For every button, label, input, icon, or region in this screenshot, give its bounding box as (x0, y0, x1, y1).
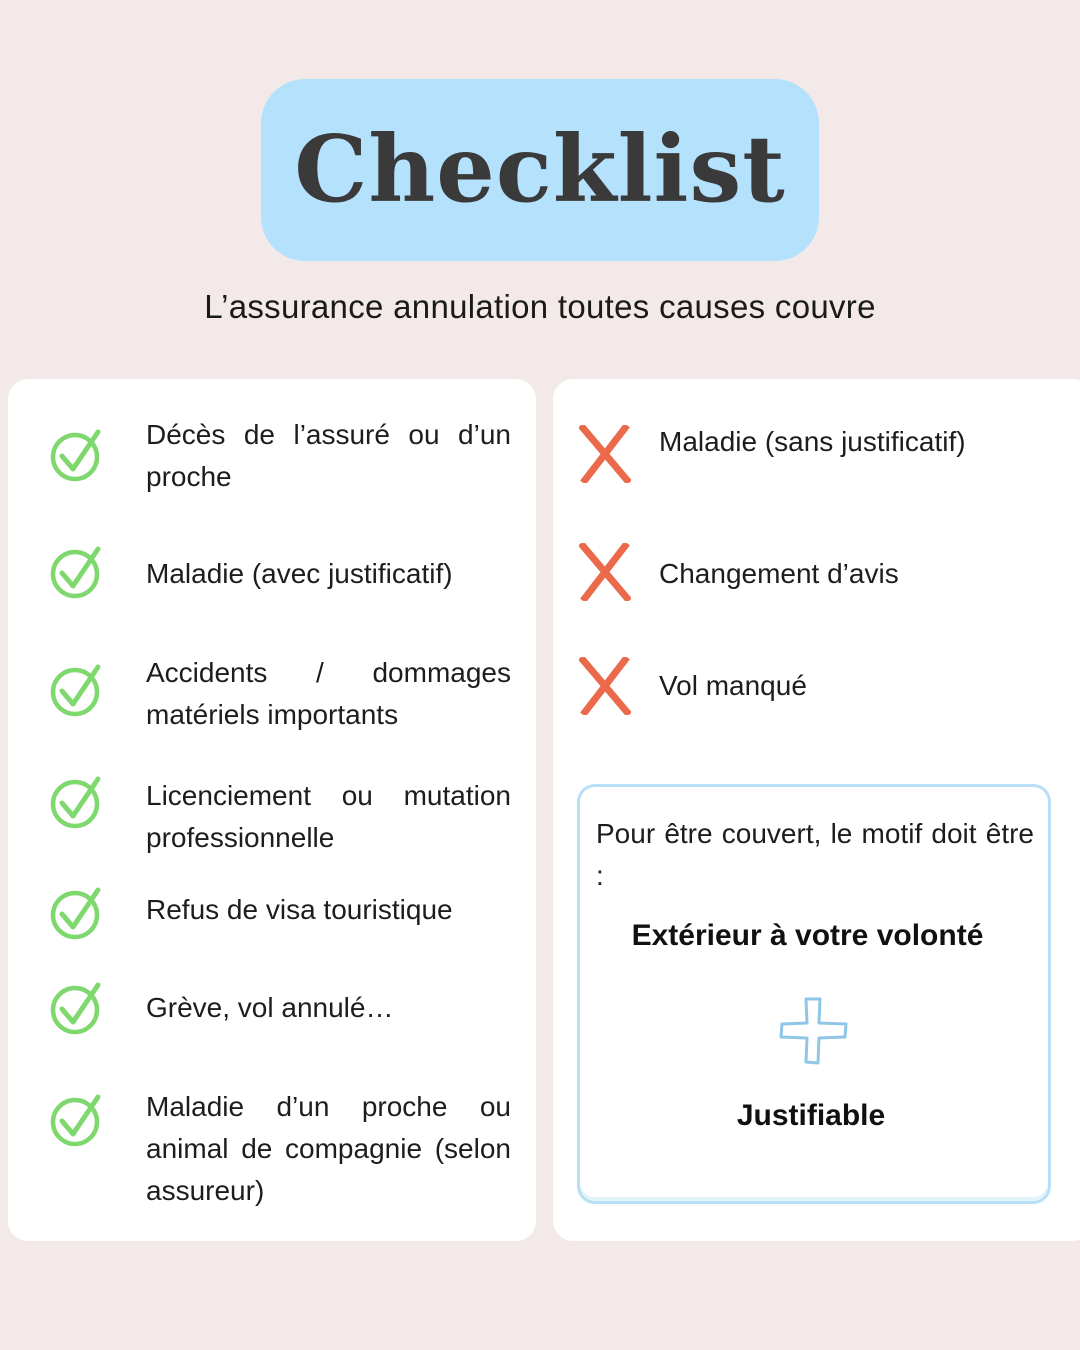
not-covered-panel (553, 379, 1080, 1241)
check-icon (48, 977, 108, 1037)
not-covered-item-label: Maladie (sans justificatif) (659, 426, 966, 457)
covered-item-label: Accidents / dommages matériels importants (146, 657, 511, 730)
not-covered-item-label: Vol manqué (659, 670, 807, 701)
title-box (261, 79, 819, 261)
covered-item-label: Licenciement ou mutation professionnelle (146, 780, 511, 853)
covered-item-label: Grève, vol annulé… (146, 992, 394, 1023)
covered-item-label: Décès de l’assuré ou d’un proche (146, 419, 511, 492)
condition-justifiable: Justifiable (736, 1099, 886, 1132)
check-icon (48, 659, 108, 719)
x-icon (579, 657, 631, 715)
x-icon (579, 543, 631, 601)
page-title: Checklist (294, 115, 786, 223)
subtitle: L’assurance annulation toutes causes couvre (204, 288, 876, 325)
check-icon (48, 1089, 108, 1149)
check-icon (48, 424, 108, 484)
covered-panel (8, 379, 536, 1241)
covered-item-label: Refus de visa touristique (146, 894, 453, 925)
coverage-condition-box (577, 784, 1051, 1204)
check-icon (48, 771, 108, 831)
not-covered-item-label: Changement d’avis (659, 558, 899, 589)
check-icon (48, 541, 108, 601)
covered-item-label: Maladie (avec justificatif) (146, 558, 453, 589)
plus-icon (776, 995, 852, 1071)
condition-intro: Pour être couvert, le motif doit être : (596, 818, 1034, 891)
x-icon (579, 425, 631, 483)
covered-item-label: Maladie d’un proche ou animal de compagnie (selon assureur) (146, 1091, 511, 1206)
check-icon (48, 882, 108, 942)
condition-external: Extérieur à votre volonté (631, 919, 984, 952)
